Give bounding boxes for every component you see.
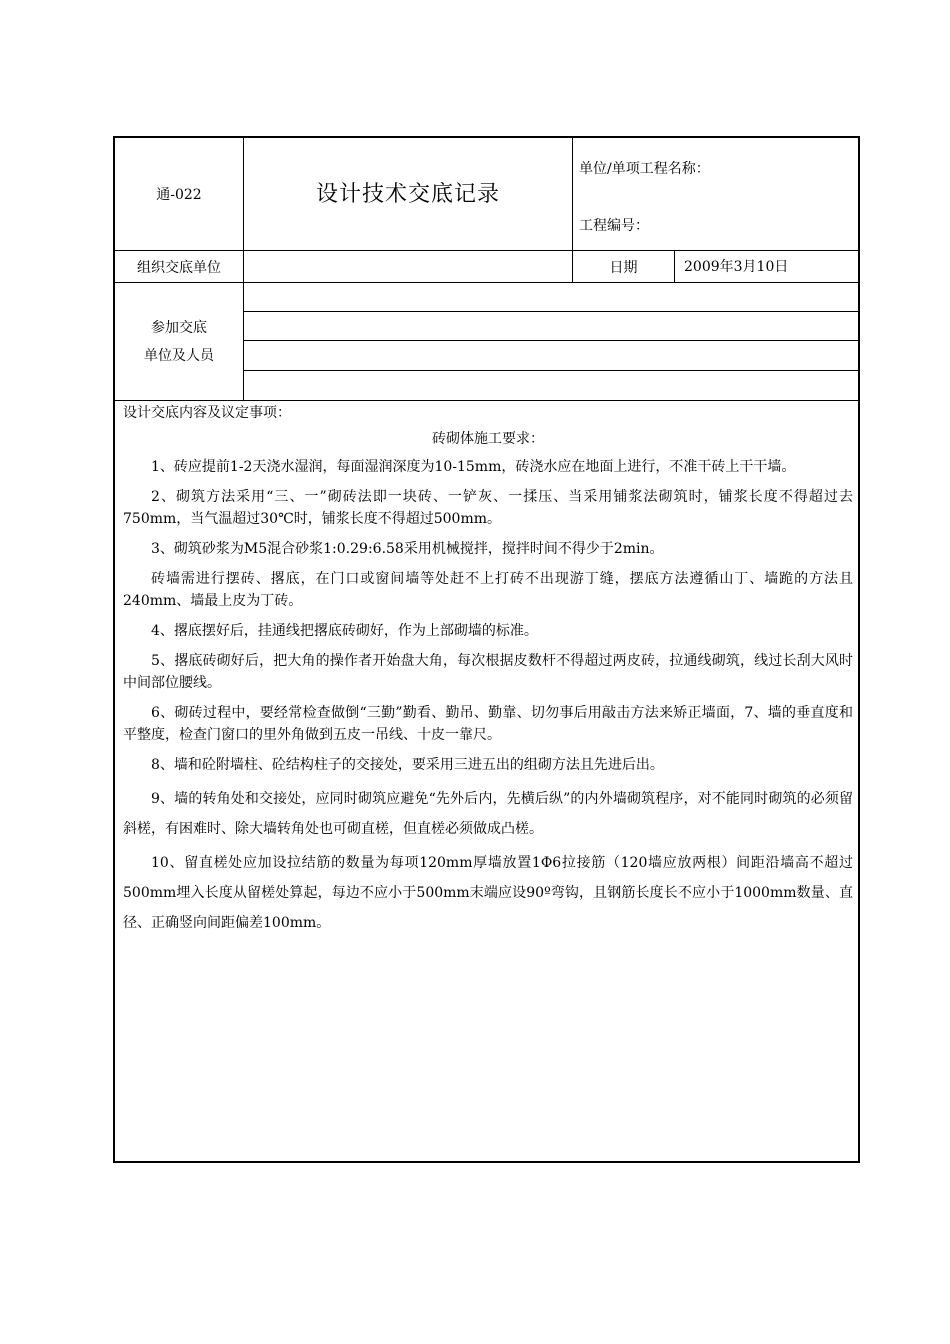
participant-row[interactable] [244, 312, 858, 340]
participant-row[interactable] [244, 283, 858, 311]
date-label [573, 251, 674, 282]
technical-disclosure-form [113, 136, 860, 1163]
disclosure-content [123, 402, 853, 942]
date-label-text: 日期 [609, 259, 638, 276]
form-code [115, 138, 243, 250]
project-name-label-text: 单位/单项工程名称： [579, 161, 710, 177]
page-title: 设计技术交底记录 [315, 181, 500, 207]
content-paragraph: 8、墙和砼附墙柱、砼结构柱子的交接处，要采用三进五出的组砌方法且先进后出。 [151, 757, 664, 773]
project-no-label-text: 工程编号： [579, 218, 649, 234]
content-paragraph: 4、撂底摆好后，挂通线把撂底砖砌好，作为上部砌墙的标准。 [151, 623, 538, 639]
content-paragraph: 6、砌砖过程中，要经常检查做倒“三勤”勤看、勤吊、勤靠、切勿事后用敲击方法来矫正墙面，7、墙的垂直度和平整度，检查门窗口的里外角做到五皮一吊线、十皮一靠尺。 [123, 705, 853, 743]
org-label-text: 组织交底单位 [137, 259, 221, 276]
participants-label-line2: 单位及人员 [144, 347, 214, 364]
content-paragraph: 10、留直槎处应加设拉结筋的数量为每项120mm厚墙放置1Φ6拉接筋（120墙应放两根）间距沿墙高不超过500mm埋入长度从留槎处算起，每边不应小于500mm末端应设90º弯钩，且钢筋长度长不应小于1000mm数量、直径、正确竖向间距偏差100mm。 [123, 855, 853, 931]
form-code-text: 通-022 [156, 187, 202, 203]
divider [115, 400, 858, 401]
participant-row[interactable] [244, 341, 858, 370]
content-paragraph: 砖墙需进行摆砖、撂底，在门口或窗间墙等处赶不上打砖不出现游丁缝，摆底方法遵循山丁、墙跪的方法且240mm、墙最上皮为丁砖。 [123, 571, 853, 609]
participant-row[interactable] [244, 371, 858, 400]
content-heading: 砖砌体施工要求： [432, 431, 544, 447]
content-paragraph: 9、墙的转角处和交接处，应同时砌筑应避免“先外后内，先横后纵”的内外墙砌筑程序，对不能同时砌筑的必须留斜槎，有困难时、除大墙转角处也可砌直槎，但直槎必须做成凸槎。 [123, 791, 853, 837]
content-label: 设计交底内容及议定事项： [123, 405, 291, 421]
content-paragraph: 5、撂底砖砌好后，把大角的操作者开始盘大角，每次根据皮数杆不得超过两皮砖，拉通线砌筑，线过长刮大风时中间部位腰线。 [123, 653, 853, 691]
form-title [244, 138, 572, 250]
content-paragraph: 1、砖应提前1-2天浇水湿润，每面湿润深度为10-15mm，砖浇水应在地面上进行，不准干砖上干干墙。 [151, 459, 796, 475]
project-no-label [579, 215, 849, 237]
participants-label-line1: 参加交底 [151, 319, 207, 336]
participants-label [115, 283, 243, 400]
project-name-label [579, 158, 849, 180]
content-paragraph: 3、砌筑砂浆为M5混合砂浆1:0.29:6.58采用机械搅拌，搅拌时间不得少于2min。 [151, 541, 664, 557]
content-paragraph: 2、砌筑方法采用“三、一”砌砖法即一块砖、一铲灰、一揉压、当采用铺浆法砌筑时，铺浆长度不得超过去750mm，当气温超过30℃时，铺浆长度不得超过500mm。 [123, 489, 853, 527]
org-field[interactable] [244, 251, 572, 282]
org-label [115, 251, 243, 282]
date-field[interactable] [675, 251, 858, 282]
date-value: 2009年3月10日 [684, 259, 789, 275]
